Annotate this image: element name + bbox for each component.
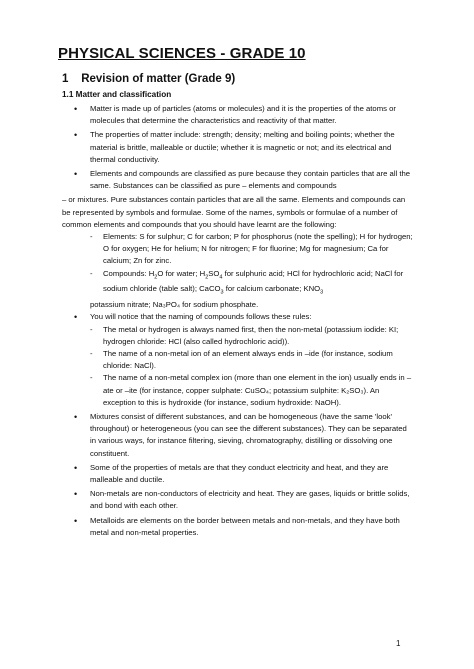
bullet-item: • Mixtures consist of different substances, and can be homogeneous (have the same 'look' throughout) or heterogeneous (you can see the different substances). They can be separated in various ways, for instance filtering, sieving, chromatography, distilling or dissolving one constituent. xyxy=(62,411,414,460)
body-text xyxy=(62,103,414,541)
paragraph: – or mixtures. Pure substances contain particles that are all the same. Elements and compounds can be represented by symbols and formulae. Some of the names, symbols or formulae of a number of common elements and compounds that you should have learnt are the following: xyxy=(62,195,406,229)
dash-item: - The metal or hydrogen is always named first, then the non-metal (potassium iodide: KI; hydrogen chloride: HCl (also called hydrochloric acid)). xyxy=(90,324,414,348)
document-title: PHYSICAL SCIENCES - GRADE 10 xyxy=(58,45,306,62)
bullet-item: • The properties of matter include: strength; density; melting and boiling points; whether the material is brittle, malleable or ductile; whether it is magnetic or not; and its electrical and thermal conductivity. xyxy=(62,129,414,166)
section-heading xyxy=(62,73,235,85)
bullet-item: • Metalloids are elements on the border between metals and non-metals, and they have both metal and non-metal properties. xyxy=(62,515,414,539)
dash-list-2 xyxy=(90,324,414,409)
dash-item-compounds: - Compounds: $H_2O$ for water; $H_2SO_4$ for sulphuric acid; HCl for hydrochloric acid; NaCl for sodium chloride (table salt); CaCO$_3$ for calcium carbonate; $KNO_3$ xyxy=(90,268,414,299)
bullet-item: • Some of the properties of metals are that they conduct electricity and heat, and they are malleable and ductile. xyxy=(62,462,414,486)
dash-item: - The name of a non-metal complex ion (more than one element in the ion) usually ends in –ate or –ite (for instance, copper sulphate: CuSO₄; potassium sulphite: K₂SO₃). An exception to this is hydroxide (for instance, sodium hydroxide: NaOH). xyxy=(90,372,414,409)
section-title: Revision of matter (Grade 9) xyxy=(81,73,236,85)
subsection-heading: 1.1 Matter and classification xyxy=(62,90,172,99)
dash-item: - Elements: S for sulphur; C for carbon; P for phosphorus (note the spelling); H for hydrogen; O for oxygen; He for helium; N for nitrogen; F for fluorine; Mg for magnesium; Ca for calcium; Zn for zinc. xyxy=(90,231,414,268)
dash-item: - The name of a non-metal ion of an element always ends in –ide (for instance, sodium chloride: NaCl). xyxy=(90,348,414,372)
bullet-item: • Matter is made up of particles (atoms or molecules) and it is the properties of the atoms or molecules that determine the characteristics and reactivity of that matter. xyxy=(62,103,414,127)
bullet-list-2 xyxy=(62,311,414,539)
paragraph-continued: potassium nitrate; Na₃PO₄ for sodium phosphate. xyxy=(90,300,259,310)
bullet-list-1 xyxy=(62,103,414,192)
dash-list-container-1 xyxy=(62,231,414,299)
bullet-item: • Non-metals are non-conductors of electricity and heat. They are gases, liquids or brittle solids, and bond with each other. xyxy=(62,488,414,512)
bullet-item: • Elements and compounds are classified as pure because they contain particles that are all the same. Substances can be classified as pure – elements and compounds xyxy=(62,168,414,192)
page-number: 1 xyxy=(396,639,401,648)
section-number: 1 xyxy=(62,73,69,85)
bullet-item: • You will notice that the naming of compounds follows these rules: - The metal or hydrogen is always named first, then the non-metal (potassium iodide: KI; hydrogen chloride: HCl (also called hydrochloric acid)). - The name of a non-metal ion of an element always ends in –ide (for instance, sodium chloride: NaCl). - The name of a non-metal complex ion (more than one element in the ion) usually ends in –ate or –ite (for instance, copper sulphate: CuSO₄; potassium sulphite: K₂SO₃). An exception to this is hydroxide (for instance, sodium hydroxide: NaOH). xyxy=(62,311,414,409)
dash-list-1 xyxy=(90,231,414,299)
